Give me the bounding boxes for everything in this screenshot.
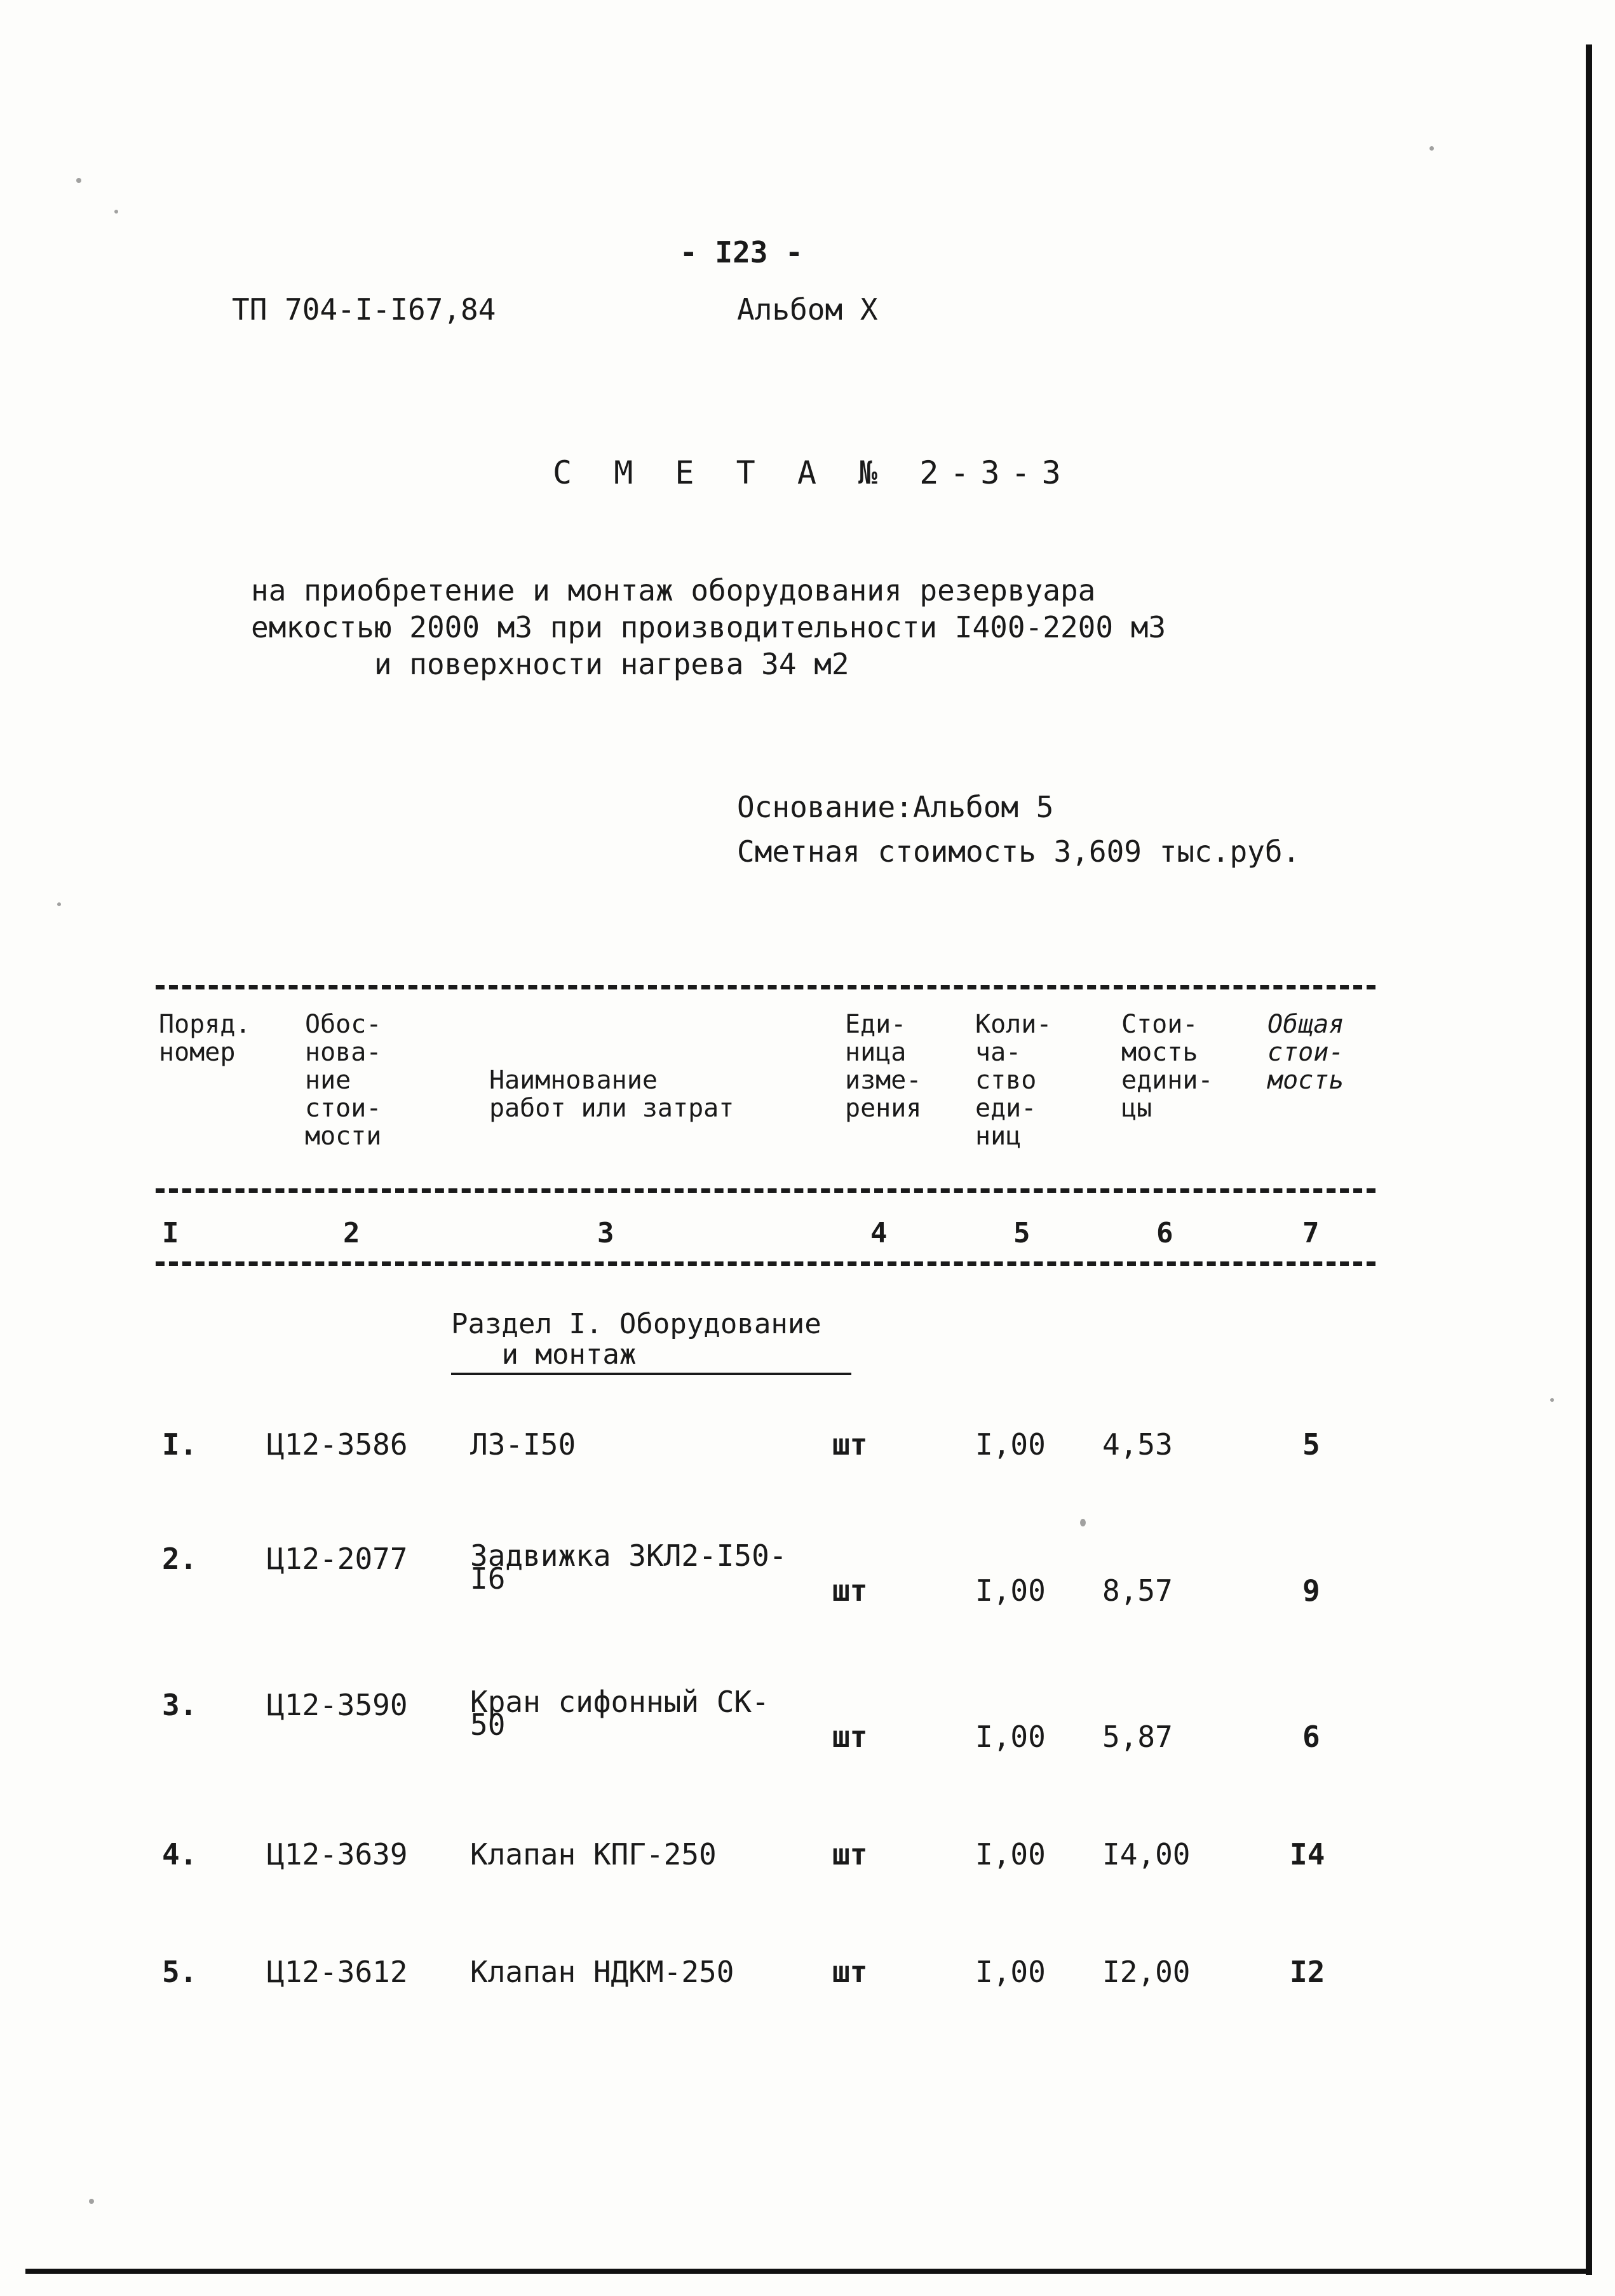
scan-edge-right — [1586, 44, 1592, 2275]
row-total-cost: 5 — [1302, 1427, 1320, 1462]
table-top-rule — [156, 985, 1375, 989]
row-unit-cost: 4,53 — [1102, 1427, 1173, 1462]
header-name: Наимнование работ или затрат — [489, 1066, 734, 1123]
header-order-number: Поряд. номер — [159, 1010, 251, 1067]
scan-edge-bottom — [25, 2269, 1592, 2274]
scan-speckle — [114, 210, 118, 214]
column-numbers-rule — [156, 1261, 1375, 1266]
scan-speckle — [1550, 1398, 1554, 1402]
row-code: Ц12-3586 — [267, 1427, 408, 1462]
estimated-cost-line: Сметная стоимость 3,609 тыс.руб. — [737, 834, 1301, 869]
row-unit: шт — [832, 1573, 868, 1608]
row-name: ЛЗ-I50 — [470, 1427, 576, 1462]
page-number: - I23 - — [680, 235, 803, 269]
row-unit-cost: 8,57 — [1102, 1573, 1173, 1608]
section-title: Раздел I. Оборудование и монтаж — [451, 1308, 821, 1371]
row-name: Кран сифонный СК- 50 — [470, 1685, 769, 1742]
header-total-cost: Общая стои- мость — [1267, 1010, 1344, 1095]
row-number: 5. — [162, 1955, 198, 1989]
row-unit: шт — [832, 1955, 868, 1989]
row-code: Ц12-3612 — [267, 1955, 408, 1989]
row-unit: шт — [832, 1427, 868, 1462]
row-total-cost: I4 — [1290, 1837, 1325, 1871]
column-number: I — [162, 1217, 179, 1249]
document-code: ТП 704-I-I67,84 — [232, 292, 496, 327]
row-name: Клапан НДКМ-250 — [470, 1955, 734, 1989]
row-number: 3. — [162, 1688, 198, 1722]
row-total-cost: 9 — [1302, 1573, 1320, 1608]
row-code: Ц12-3590 — [267, 1688, 408, 1722]
section-underline — [451, 1373, 851, 1375]
row-code: Ц12-2077 — [267, 1542, 408, 1576]
header-justification: Обос- нова- ние стои- мости — [305, 1010, 382, 1151]
column-number: 7 — [1302, 1217, 1320, 1249]
column-number: 5 — [1013, 1217, 1030, 1249]
row-quantity: I,00 — [975, 1955, 1046, 1989]
scan-speckle — [89, 2199, 94, 2204]
estimate-description: на приобретение и монтаж оборудования резервуара емкостью 2000 м3 при производительности I400-2200 м3 и поверхности нагрева 34 м2 — [251, 573, 1166, 681]
scan-speckle — [76, 178, 81, 183]
row-name: Задвижка ЗКЛ2-I50- I6 — [470, 1539, 787, 1596]
row-quantity: I,00 — [975, 1837, 1046, 1871]
scan-speckle — [1080, 1519, 1086, 1526]
row-code: Ц12-3639 — [267, 1837, 408, 1871]
header-unit-cost: Стои- мость едини- цы — [1121, 1010, 1213, 1123]
header-quantity: Коли- ча- ство еди- ниц — [975, 1010, 1052, 1151]
row-total-cost: 6 — [1302, 1720, 1320, 1754]
row-unit: шт — [832, 1837, 868, 1871]
row-name: Клапан КПГ-250 — [470, 1837, 717, 1871]
row-quantity: I,00 — [975, 1573, 1046, 1608]
row-unit-cost: 5,87 — [1102, 1720, 1173, 1754]
row-unit-cost: I2,00 — [1102, 1955, 1191, 1989]
row-unit-cost: I4,00 — [1102, 1837, 1191, 1871]
row-number: 2. — [162, 1542, 198, 1576]
basis-line: Основание:Альбом 5 — [737, 790, 1054, 824]
header-bottom-rule — [156, 1188, 1375, 1193]
scan-speckle — [57, 902, 61, 906]
column-number: 3 — [597, 1217, 614, 1249]
column-number: 6 — [1156, 1217, 1173, 1249]
estimate-basis — [737, 785, 1300, 874]
album-label: Альбом X — [737, 292, 878, 327]
row-unit: шт — [832, 1720, 868, 1754]
column-number: 4 — [870, 1217, 888, 1249]
column-number: 2 — [343, 1217, 360, 1249]
header-unit: Еди- ница изме- рения — [845, 1010, 922, 1123]
row-number: 4. — [162, 1837, 198, 1871]
estimate-title: С М Е Т А № 2-3-3 — [553, 454, 1072, 491]
row-number: I. — [162, 1427, 198, 1462]
row-quantity: I,00 — [975, 1720, 1046, 1754]
row-total-cost: I2 — [1290, 1955, 1325, 1989]
scan-speckle — [1429, 146, 1434, 151]
row-quantity: I,00 — [975, 1427, 1046, 1462]
